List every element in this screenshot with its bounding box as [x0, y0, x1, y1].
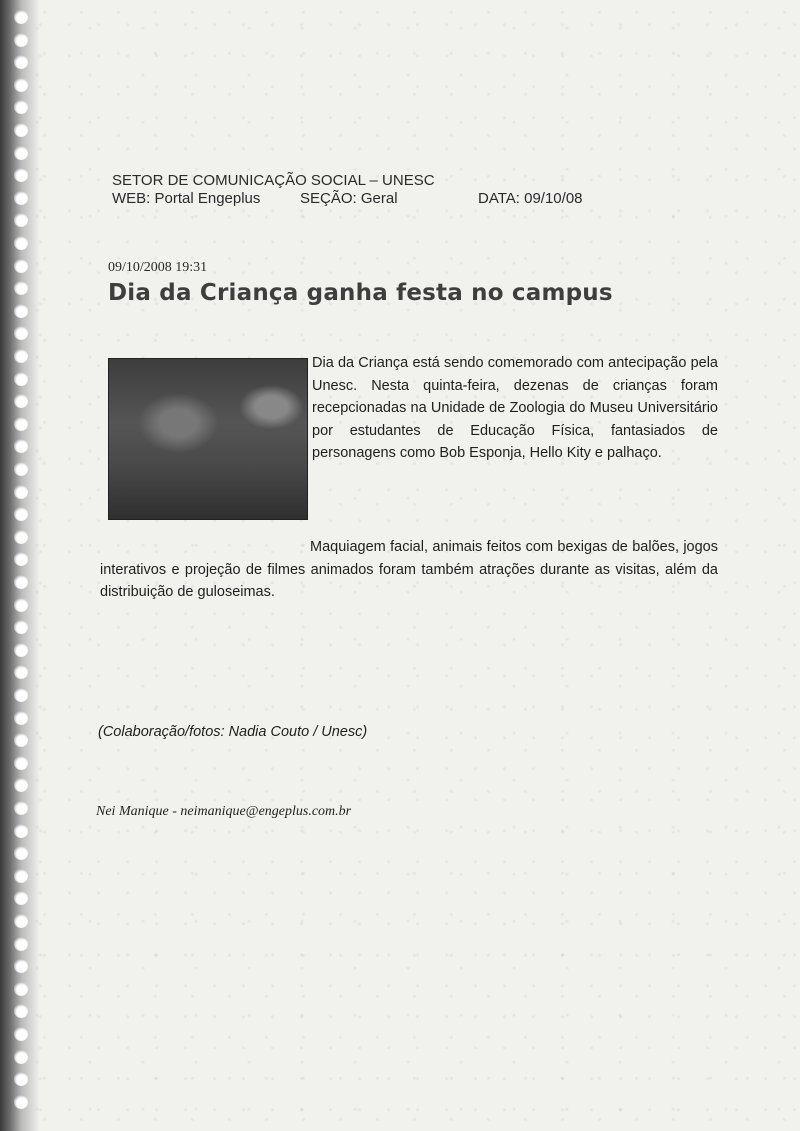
- section-label: SEÇÃO: Geral: [300, 190, 398, 207]
- clipping-header: [112, 172, 602, 208]
- binding-hole: [14, 146, 28, 160]
- binding-holes: [14, 10, 34, 1125]
- binding-hole: [14, 778, 28, 792]
- binding-hole: [14, 123, 28, 137]
- binding-hole: [14, 55, 28, 69]
- binding-hole: [14, 643, 28, 657]
- article-paragraph-1: Dia da Criança está sendo comemorado com antecipação pela Unesc. Nesta quinta-feira, dezenas de crianças foram recepcionadas na Unidade de Zoologia do Museu Universitário por estudantes de Educação Física, fantasiados de personagens como Bob Esponja, Hello Kity e palhaço.: [312, 355, 718, 461]
- article-title: Dia da Criança ganha festa no campus: [108, 280, 613, 306]
- binding-hole: [14, 914, 28, 928]
- binding-hole: [14, 891, 28, 905]
- binding-hole: [14, 620, 28, 634]
- spiral-binding: [0, 0, 40, 1131]
- binding-hole: [14, 213, 28, 227]
- binding-hole: [14, 937, 28, 951]
- binding-hole: [14, 846, 28, 860]
- binding-hole: [14, 598, 28, 612]
- binding-hole: [14, 485, 28, 499]
- binding-hole: [14, 530, 28, 544]
- binding-hole: [14, 191, 28, 205]
- photo-credit: (Colaboração/fotos: Nadia Couto / Unesc): [98, 724, 368, 740]
- clipping-meta-row: [112, 190, 602, 208]
- binding-hole: [14, 349, 28, 363]
- article-paragraph-2: Maquiagem facial, animais feitos com bexigas de balões, jogos interativos e projeção de filmes animados foram também atrações durante as visitas, além da distribuição de guloseimas.: [100, 539, 718, 600]
- binding-hole: [14, 439, 28, 453]
- binding-hole: [14, 1004, 28, 1018]
- binding-hole: [14, 869, 28, 883]
- binding-hole: [14, 665, 28, 679]
- binding-hole: [14, 462, 28, 476]
- clipping-date: DATA: 09/10/08: [478, 190, 583, 207]
- binding-hole: [14, 552, 28, 566]
- binding-hole: [14, 394, 28, 408]
- binding-hole: [14, 982, 28, 996]
- article-timestamp: 09/10/2008 19:31: [108, 260, 208, 275]
- binding-hole: [14, 733, 28, 747]
- binding-hole: [14, 304, 28, 318]
- binding-hole: [14, 417, 28, 431]
- article-author: Nei Manique - neimanique@engeplus.com.br: [96, 804, 352, 819]
- binding-hole: [14, 100, 28, 114]
- binding-hole: [14, 78, 28, 92]
- binding-hole: [14, 801, 28, 815]
- binding-hole: [14, 259, 28, 273]
- binding-hole: [14, 1050, 28, 1064]
- binding-hole: [14, 688, 28, 702]
- web-source: WEB: Portal Engeplus: [112, 190, 261, 207]
- binding-hole: [14, 1095, 28, 1109]
- binding-hole: [14, 824, 28, 838]
- binding-hole: [14, 281, 28, 295]
- binding-hole: [14, 33, 28, 47]
- binding-hole: [14, 507, 28, 521]
- binding-hole: [14, 10, 28, 24]
- binding-hole: [14, 326, 28, 340]
- binding-hole: [14, 1027, 28, 1041]
- sector-line: SETOR DE COMUNICAÇÃO SOCIAL – UNESC: [112, 172, 435, 189]
- binding-hole: [14, 711, 28, 725]
- binding-hole: [14, 372, 28, 386]
- binding-hole: [14, 168, 28, 182]
- binding-hole: [14, 959, 28, 973]
- article-photo: [108, 358, 308, 520]
- binding-hole: [14, 236, 28, 250]
- binding-hole: [14, 575, 28, 589]
- binding-hole: [14, 756, 28, 770]
- binding-hole: [14, 1072, 28, 1086]
